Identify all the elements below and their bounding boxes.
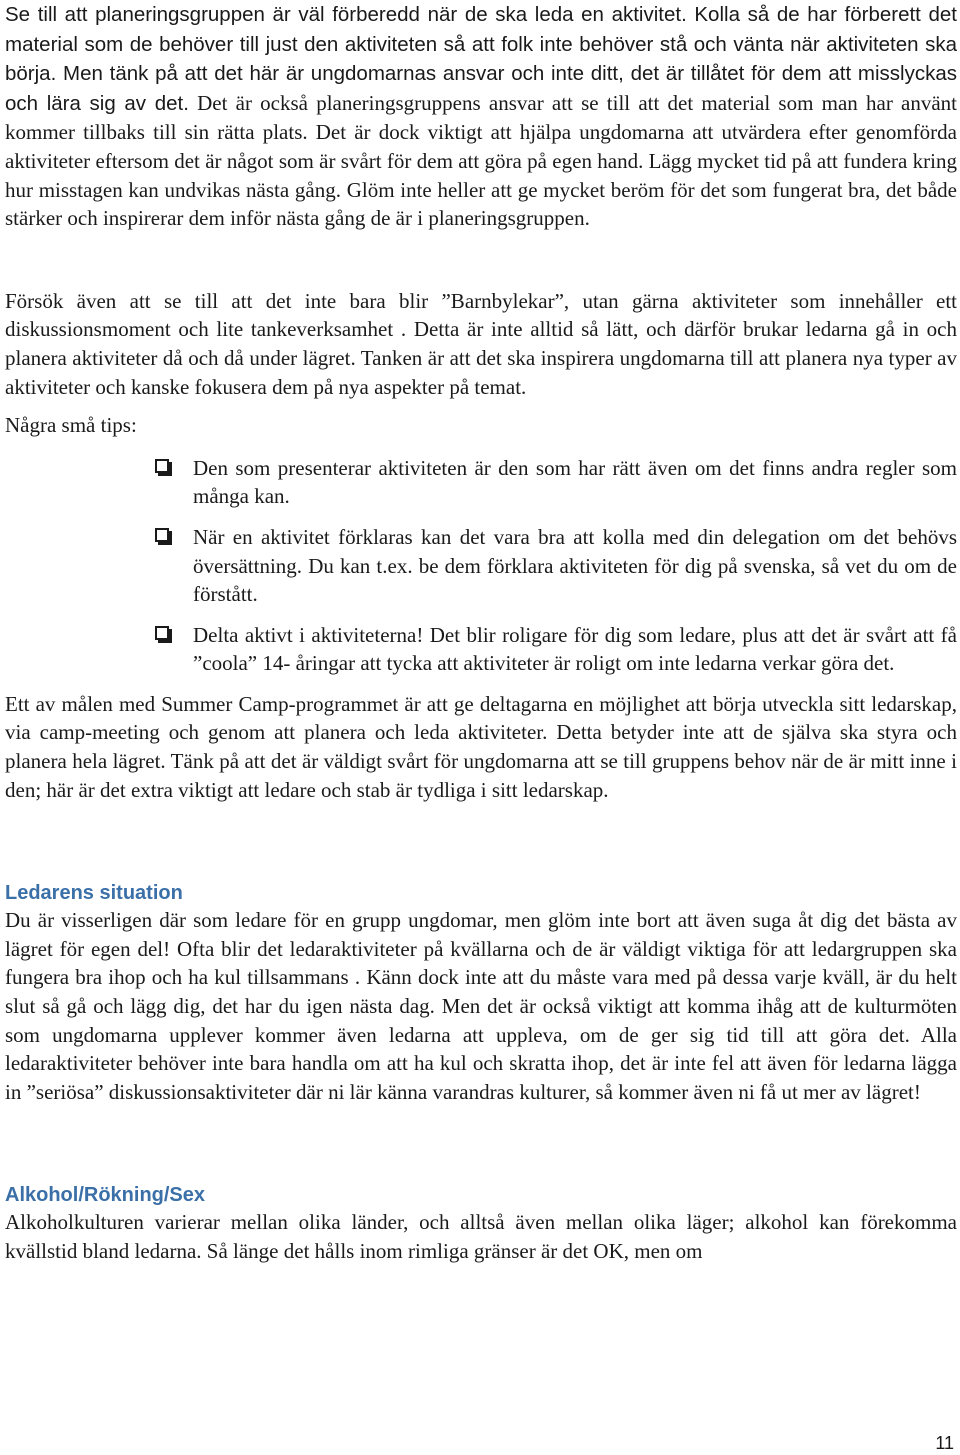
- intro-paragraph: [5, 0, 957, 233]
- tip-item: [193, 523, 957, 609]
- tip-item: [193, 454, 957, 511]
- tip-text: När en aktivitet förklaras kan det vara bra att kolla med din delegation om det behövs översättning. Du kan t.ex. be dem förklara aktiviteten för dig på svenska, så vet du om de förstått.: [193, 524, 957, 607]
- tips-list: [5, 454, 957, 678]
- section-heading-alkohol: Alkohol/Rökning/Sex: [5, 1184, 206, 1207]
- checkbox-bullet-icon: [155, 528, 169, 542]
- checkbox-bullet-icon: [155, 459, 169, 473]
- page-number: 11: [935, 1433, 954, 1453]
- section-heading-ledarens-situation: Ledarens situation: [5, 882, 183, 905]
- intro-sans-text: Se till att planeringsgruppen är väl förberedd när de ska leda en aktivitet. Kolla så de har förberett det material som de behöver till just den aktiviteten så att folk inte behöver stå och vänta när aktiviteten ska börja. Men tänk på att det här är ungdomarnas ansvar och inte ditt, det är tillåtet för dem att misslyckas och lära sig av det.: [5, 3, 957, 115]
- tips-label: Några små tips:: [5, 413, 137, 438]
- tip-text: Delta aktivt i aktiviteterna! Det blir roligare för dig som ledare, plus att det är svårt att få ”coola” 14- åringar att tycka att aktiviteter är roligt om inte ledarna verkar göra det.: [193, 622, 957, 676]
- activities-paragraph: Försök även att se till att det inte bara blir ”Barnbylekar”, utan gärna aktiviteter som innehåller ett diskussionsmoment och lite tankeverksamhet . Detta är inte alltid så lätt, och därför brukar ledarna gå in och planera aktiviteter då och då under lägret. Tanken är att det ska inspirera ungdomarna till att planera nya typer av aktiviteter och kanske fokusera dem på nya aspekter på temat.: [5, 288, 957, 399]
- alkohol-paragraph: Alkoholkulturen varierar mellan olika länder, och alltså även mellan olika läger; alkohol kan förekomma kvällstid bland ledarna. Så länge det hålls inom rimliga gränser är det OK, men om: [5, 1210, 957, 1263]
- checkbox-bullet-icon: [155, 626, 169, 640]
- tip-text: Den som presenterar aktiviteten är den som har rätt även om det finns andra regler som många kan.: [193, 455, 957, 509]
- ledarens-situation-paragraph: Du är visserligen där som ledare för en grupp ungdomar, men glöm inte bort att även suga åt dig det bästa av lägret för egen del! Ofta blir det ledaraktiviteter på kvällarna och de är väldigt viktiga för att ledargruppen ska fungera bra ihop och ha kul tillsammans . Känn dock inte att du måste vara med på dessa varje kväll, är du helt slut så gå och lägg dig, det har du igen nästa dag. Men det är också viktigt att komma ihåg att de kulturmöten som ungdomarna upplever kommer även ledarna att uppleva, om de ger sig tid till att göra det. Alla ledaraktiviteter behöver inte bara handla om att ha kul och skratta ihop, det är inte fel att även för ledarna lägga in ”seriösa” diskussionsaktiviteter där ni lär känna varandras kulturer, så kommer även ni få ut mer av lägret!: [5, 908, 957, 1104]
- summer-camp-paragraph: Ett av målen med Summer Camp-programmet är att ge deltagarna en möjlighet att börja utveckla sitt ledarskap, via camp-meeting och genom att planera och leda aktiviteter. Detta betyder inte att de själva ska styra och planera hela lägret. Tänk på att det är väldigt svårt för ungdomarna att se till gruppens behov när de är mitt inne i den; här är det extra viktigt att ledare och stab är tydliga i sitt ledarskap.: [5, 691, 957, 802]
- intro-serif-text: Det är också planeringsgruppens ansvar att se till att det material som man har använt kommer tillbaks till sin rätta plats. Det är dock viktigt att hjälpa ungdomarna att utvärdera efter genomförda aktiviteter eftersom det är något som är svårt för dem att göra på egen hand. Lägg mycket tid på att fundera kring hur misstagen kan undvikas nästa gång. Glöm inte heller att ge mycket beröm för det som fungerat bra, det både stärker och inspirerar dem inför nästa gång de är i planeringsgruppen.: [5, 90, 957, 231]
- document-page: [5, 0, 957, 1266]
- tip-item: [193, 621, 957, 678]
